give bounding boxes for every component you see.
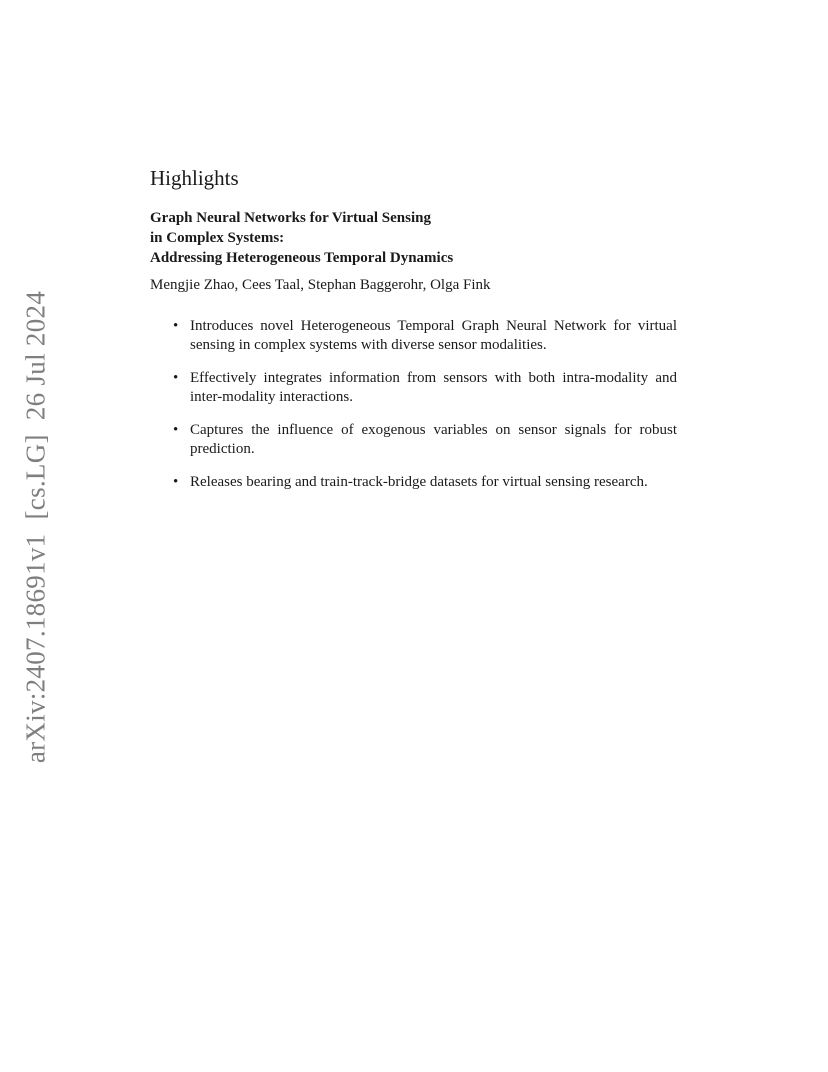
highlight-item (150, 421, 677, 459)
bullet-icon: • (173, 422, 179, 438)
arxiv-id: arXiv:2407.18691v1 (20, 533, 51, 764)
paper-title-line: in Complex Systems: (150, 230, 285, 246)
arxiv-category: [cs.LG] (20, 434, 51, 520)
highlight-item (150, 317, 677, 355)
highlight-item (150, 369, 677, 407)
highlight-text: Effectively integrates information from sensors with both intra-modality and inter-modality interactions. (190, 370, 677, 405)
highlight-text: Captures the influence of exogenous variables on sensor signals for robust prediction. (190, 422, 677, 457)
author-list: Mengjie Zhao, Cees Taal, Stephan Baggerohr, Olga Fink (150, 277, 491, 293)
highlight-text: Introduces novel Heterogeneous Temporal Graph Neural Network for virtual sensing in complex systems with diverse sensor modalities. (190, 318, 677, 353)
bullet-icon: • (173, 370, 179, 386)
bullet-icon: • (173, 318, 179, 334)
section-heading: Highlights (150, 166, 239, 190)
highlight-text: Releases bearing and train-track-bridge datasets for virtual sensing research. (190, 474, 648, 490)
arxiv-identifier-stamp[interactable] (21, 291, 52, 763)
paper-title-line: Graph Neural Networks for Virtual Sensing (150, 210, 431, 226)
paper-title (150, 208, 680, 268)
paper-title-line: Addressing Heterogeneous Temporal Dynamics (150, 250, 454, 266)
highlight-item (150, 473, 677, 492)
highlights-section (150, 164, 680, 506)
highlights-list (150, 317, 680, 492)
bullet-icon: • (173, 474, 179, 490)
arxiv-date: 26 Jul 2024 (20, 290, 51, 421)
